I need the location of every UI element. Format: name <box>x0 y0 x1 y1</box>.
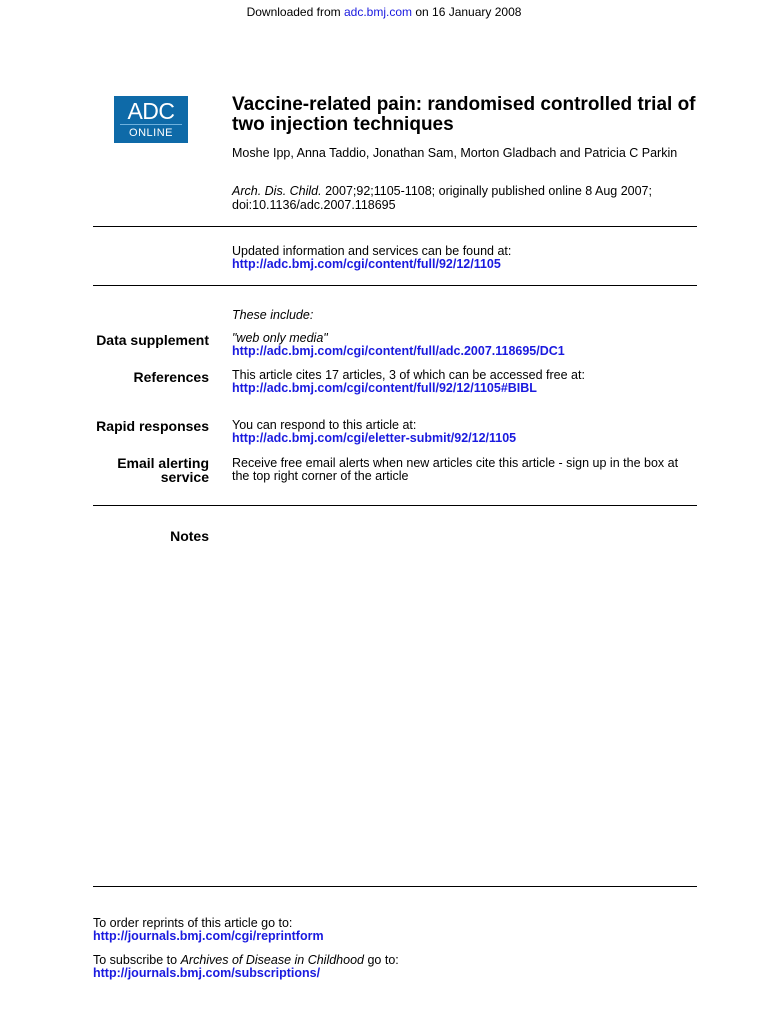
subscribe-suffix: go to: <box>367 953 399 967</box>
subscribe-journal: Archives of Disease in Childhood <box>180 953 364 967</box>
logo-sub-text: ONLINE <box>120 124 182 139</box>
rapid-responses-label: Rapid responses <box>96 418 209 434</box>
subscribe-link[interactable]: http://journals.bmj.com/subscriptions/ <box>93 966 321 980</box>
rapid-responses-value <box>232 419 702 445</box>
includes-italic: These include: <box>232 308 314 322</box>
site-link[interactable]: adc.bmj.com <box>343 5 412 19</box>
references-value <box>232 369 702 395</box>
email-alerting-text: Receive free email alerts when new articles cite this article - sign up in the box at the top right corner of the article <box>232 456 679 483</box>
divider <box>93 226 697 227</box>
article-doi: doi:10.1136/adc.2007.118695 <box>232 197 396 212</box>
reprints-link[interactable]: http://journals.bmj.com/cgi/reprintform <box>93 929 324 943</box>
notes-label: Notes <box>170 528 209 544</box>
download-prefix: Downloaded from <box>246 5 341 19</box>
email-alerting-label <box>93 456 209 484</box>
subscribe-info <box>93 954 399 980</box>
divider <box>93 505 697 506</box>
data-supplement-text: "web only media" <box>232 331 328 345</box>
email-label-line2: service <box>160 469 209 485</box>
updated-text: Updated information and services can be found at: <box>232 244 512 258</box>
references-text: This article cites 17 articles, 3 of which can be accessed free at: <box>232 368 585 382</box>
logo-main-text: ADC <box>127 98 175 124</box>
reprints-text: To order reprints of this article go to: <box>93 916 293 930</box>
adc-online-logo[interactable] <box>114 96 188 143</box>
reprints-info <box>93 917 324 943</box>
data-supplement-value <box>232 332 702 358</box>
article-citation <box>232 185 652 212</box>
includes-text <box>232 309 702 322</box>
references-link[interactable]: http://adc.bmj.com/cgi/content/full/92/12/1105#BIBL <box>232 381 537 395</box>
divider <box>93 886 697 887</box>
subscribe-prefix: To subscribe to <box>93 953 178 967</box>
email-label-line1: Email alerting <box>117 455 209 471</box>
references-label: References <box>133 369 209 385</box>
citation-details: 2007;92;1105-1108; originally published online 8 Aug 2007; <box>325 184 652 198</box>
rapid-responses-link[interactable]: http://adc.bmj.com/cgi/eletter-submit/92/12/1105 <box>232 431 517 445</box>
data-supplement-label: Data supplement <box>96 332 209 348</box>
journal-abbrev: Arch. Dis. Child. <box>232 184 322 198</box>
download-suffix: on 16 January 2008 <box>415 5 522 19</box>
rapid-responses-text: You can respond to this article at: <box>232 418 417 432</box>
article-authors: Moshe Ipp, Anna Taddio, Jonathan Sam, Morton Gladbach and Patricia C Parkin <box>232 146 678 160</box>
article-title: Vaccine-related pain: randomised controlled trial of two injection techniques <box>232 94 696 135</box>
updated-info <box>232 245 511 271</box>
download-notice <box>0 5 768 19</box>
updated-link[interactable]: http://adc.bmj.com/cgi/content/full/92/12/1105 <box>232 257 501 271</box>
divider <box>93 285 697 286</box>
data-supplement-link[interactable]: http://adc.bmj.com/cgi/content/full/adc.2007.118695/DC1 <box>232 344 565 358</box>
